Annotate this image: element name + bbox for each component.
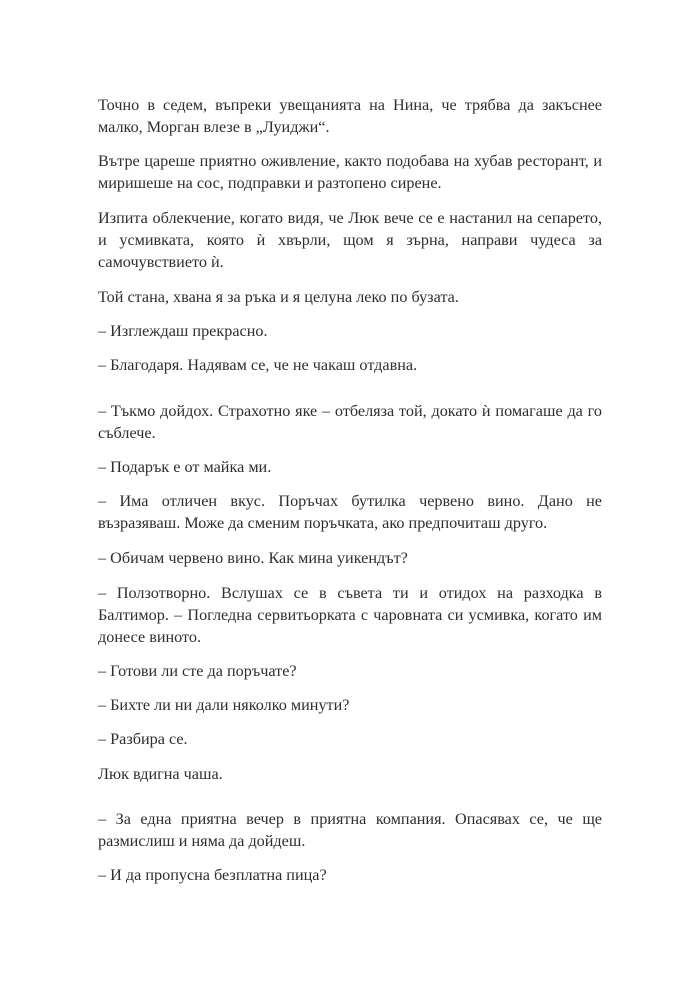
paragraph-1: Точно в седем, въпреки увещанията на Нина, че трябва да закъснее малко, Морган влезе в „Луиджи“. — [98, 96, 602, 136]
paragraph-2: Вътре цареше приятно оживление, както подобава на хубав ресторант, и миришеше на сос, подправки и разтопено сирене. — [98, 152, 602, 192]
paragraph-17: – И да пропусна безплатна пица? — [98, 866, 327, 884]
paragraph-15: Люк вдигна чаша. — [98, 765, 223, 783]
paragraph-5: – Изглеждаш прекрасно. — [98, 322, 268, 340]
paragraph-8: – Подарък е от майка ми. — [98, 458, 272, 476]
paragraph-9: – Има отличен вкус. Поръчах бутилка червено вино. Дано не възразяваш. Може да сменим поръчката, ако предпочиташ друго. — [98, 492, 602, 532]
paragraph-14: – Разбира се. — [98, 730, 188, 748]
paragraph-12: – Готови ли сте да поръчате? — [98, 662, 297, 680]
paragraph-6: – Благодаря. Надявам се, че не чакаш отдавна. — [98, 356, 418, 374]
paragraph-4: Той стана, хвана я за ръка и я целуна леко по бузата. — [98, 288, 459, 306]
paragraph-13: – Бихте ли ни дали няколко минути? — [98, 696, 350, 714]
paragraph-7: – Тъкмо дойдох. Страхотно яке – отбеляза той, докато ѝ помагаше да го съблече. — [98, 402, 602, 442]
paragraph-11: – Ползотворно. Вслушах се в съвета ти и отидох на разходка в Балтимор. – Погледна сервитьорката с чаровната си усмивка, когато им донесе виното. — [98, 584, 602, 646]
paragraph-16: – За една приятна вечер в приятна компания. Опасявах се, че ще размислиш и няма да дойдеш. — [98, 810, 602, 850]
paragraph-3: Изпита облекчение, когато видя, че Люк вече се е настанил на сепарето, и усмивката, която ѝ хвърли, щом я зърна, направи чудеса за самочувствието ѝ. — [98, 209, 602, 271]
paragraph-10: – Обичам червено вино. Как мина уикендът? — [98, 549, 408, 567]
